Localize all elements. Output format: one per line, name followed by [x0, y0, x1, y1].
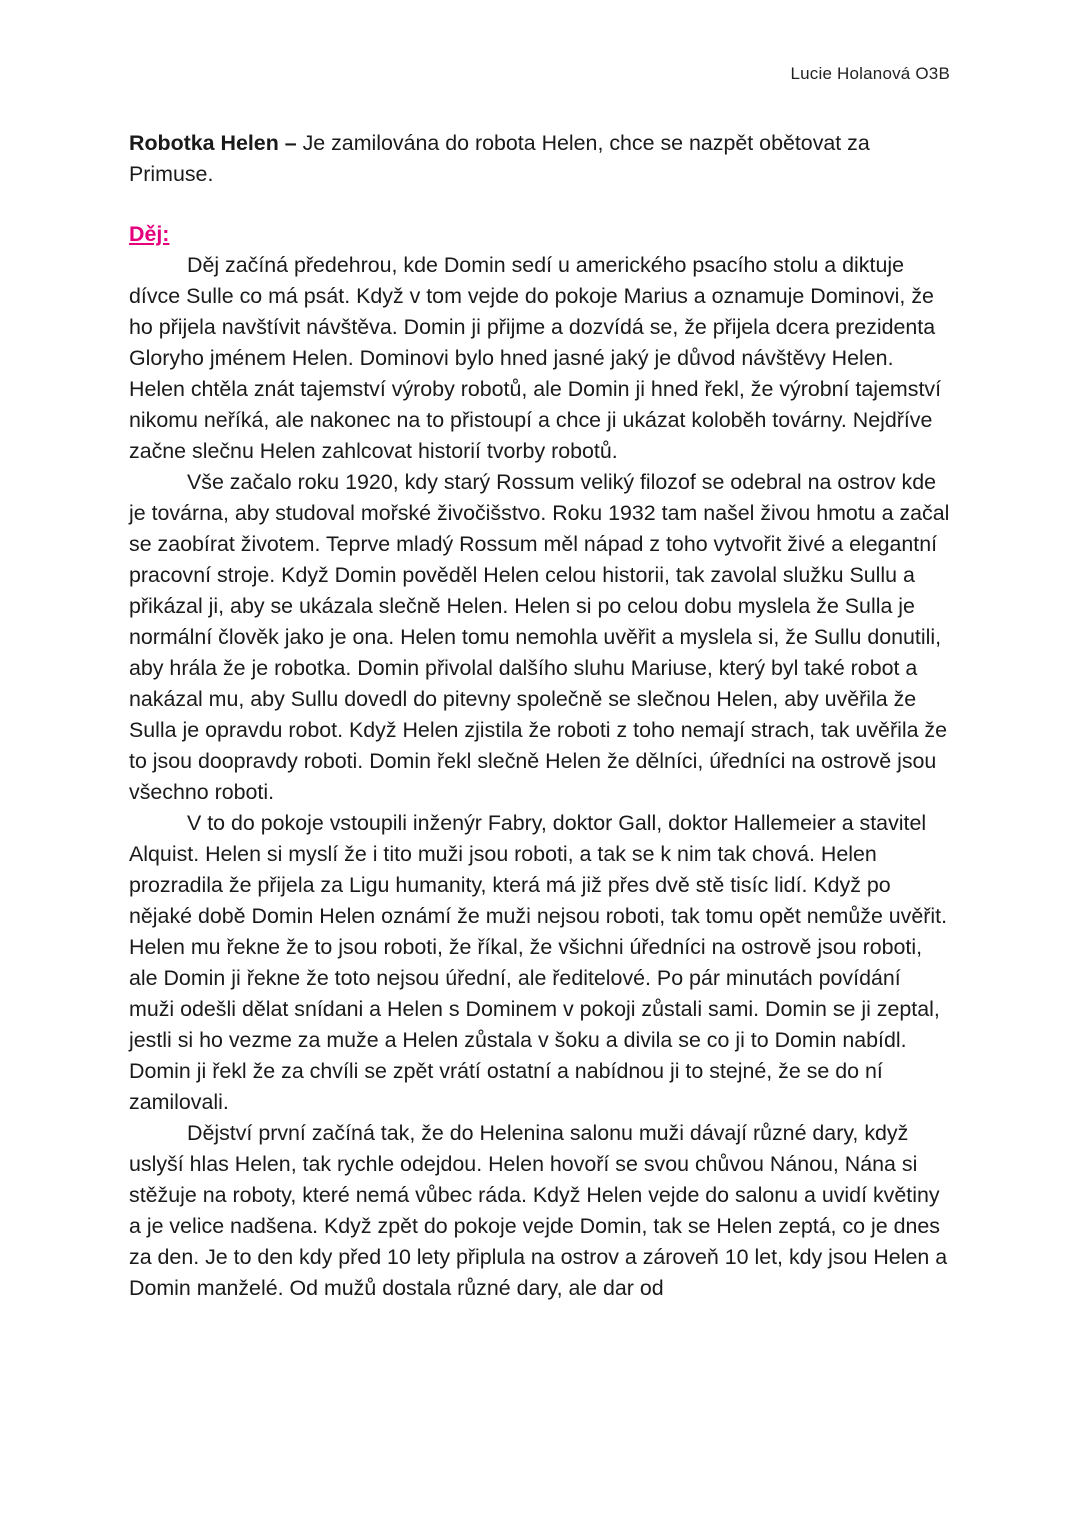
- author-header: Lucie Holanová O3B: [790, 64, 950, 83]
- document-body: [129, 128, 951, 1304]
- character-description: Je zamilována do robota Helen, chce se nazpět obětovat za Primuse.: [129, 131, 870, 186]
- section-title: Děj:: [129, 222, 170, 246]
- character-separator: –: [278, 131, 303, 155]
- plot-paragraph: V to do pokoje vstoupili inženýr Fabry, doktor Gall, doktor Hallemeier a stavitel Alquist. Helen si myslí že i tito muži jsou roboti, a tak se k nim tak chová. Helen prozradila že přijela za Ligu humanity, která má již přes dvě stě tisíc lidí. Když po nějaké době Domin Helen oznámí že muži nejsou roboti, tak tomu opět nemůže uvěřit. Helen mu řekne že to jsou roboti, že říkal, že všichni úředníci na ostrově jsou roboti, ale Domin ji řekne že toto nejsou úřední, ale ředitelové. Po pár minutách povídání muži odešli dělat snídani a Helen s Dominem v pokoji zůstali sami. Domin se ji zeptal, jestli si ho vezme za muže a Helen zůstala v šoku a divila se co ji to Domin nabídl. Domin ji řekl že za chvíli se zpět vrátí ostatní a nabídnou ji to stejné, že se do ní zamilovali.: [129, 811, 948, 1114]
- character-entry: [129, 128, 951, 190]
- character-name: Robotka Helen: [129, 131, 279, 155]
- plot-paragraph: Děj začíná předehrou, kde Domin sedí u amerického psacího stolu a diktuje dívce Sulle co má psát. Když v tom vejde do pokoje Marius a oznamuje Dominovi, že ho přijela navštívit návštěva. Domin ji přijme a dozvídá se, že přijela dcera prezidenta Gloryho jménem Helen. Dominovi bylo hned jasné jaký je důvod návštěvy Helen. Helen chtěla znát tajemství výroby robotů, ale Domin ji hned řekl, že výrobní tajemství nikomu neříká, ale nakonec na to přistoupí a chce ji ukázat koloběh továrny. Nejdříve začne slečnu Helen zahlcovat historií tvorby robotů.: [129, 253, 942, 463]
- plot-paragraph: Dějství první začíná tak, že do Helenina salonu muži dávají různé dary, když uslyší hlas Helen, tak rychle odejdou. Helen hovoří se svou chůvou Nánou, Nána si stěžuje na roboty, které nemá vůbec ráda. Když Helen vejde do salonu a uvidí květiny a je velice nadšena. Když zpět do pokoje vejde Domin, tak se Helen zeptá, co je dnes za den. Je to den kdy před 10 lety připlula na ostrov a zároveň 10 let, kdy jsou Helen a Domin manželé. Od mužů dostala různé dary, ale dar od: [129, 1121, 948, 1300]
- plot-paragraph: Vše začalo roku 1920, kdy starý Rossum veliký filozof se odebral na ostrov kde je továrna, aby studoval mořské živočišstvo. Roku 1932 tam našel živou hmotu a začal se zaobírat životem. Teprve mladý Rossum měl nápad z toho vytvořit živé a elegantní pracovní stroje. Když Domin pověděl Helen celou historii, tak zavolal služku Sullu a přikázal ji, aby se ukázala slečně Helen. Helen si po celou dobu myslela že Sulla je normální člověk jako je ona. Helen tomu nemohla uvěřit a myslela si, že Sullu donutili, aby hrála že je robotka. Domin přivolal dalšího sluhu Mariuse, který byl také robot a nakázal mu, aby Sullu dovedl do pitevny společně se slečnou Helen, aby uvěřila že Sulla je opravdu robot. Když Helen zjistila že roboti z toho nemají strach, tak uvěřila že to jsou doopravdy roboti. Domin řekl slečně Helen že dělníci, úředníci na ostrově jsou všechno roboti.: [129, 470, 950, 804]
